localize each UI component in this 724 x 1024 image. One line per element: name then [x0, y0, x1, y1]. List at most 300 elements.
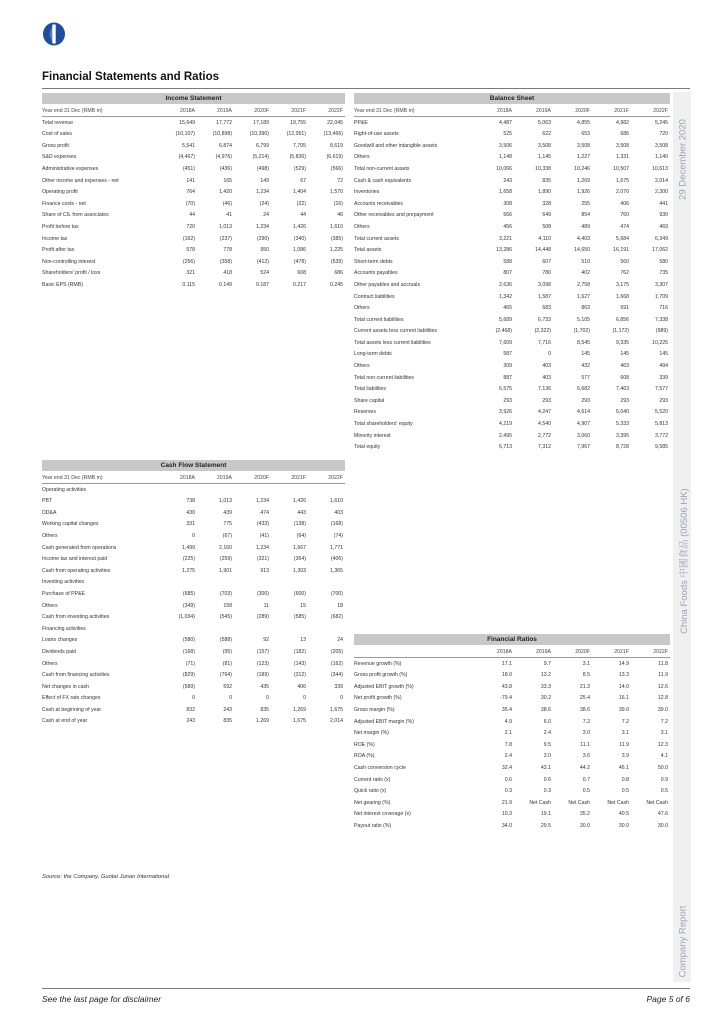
row-label: Other payables and accruals [354, 281, 421, 288]
row-value: 622 [542, 131, 551, 138]
row-value: 7,463 [616, 386, 629, 393]
row-value: 887 [503, 374, 512, 381]
table-row [354, 728, 670, 740]
oval-logo-icon [42, 22, 66, 46]
row-value: 418 [223, 270, 232, 277]
row-value: 6,575 [499, 386, 512, 393]
table-row [354, 373, 670, 385]
table-row [354, 176, 670, 188]
row-label: Right-of-use assets [354, 131, 399, 138]
row-value [197, 577, 234, 589]
row-value: 10,338 [535, 165, 551, 172]
row-value: 293 [581, 397, 590, 404]
row-label: Dividends paid [42, 648, 77, 655]
row-value: 11.9 [658, 672, 668, 679]
row-value: (340) [293, 235, 306, 242]
row-value: 1,013 [219, 223, 232, 230]
table-row [354, 775, 670, 787]
row-value: 9.5 [543, 741, 551, 748]
row-label: Financing activities [42, 625, 86, 632]
row-value: 7,312 [538, 444, 551, 451]
table-row [354, 164, 670, 176]
row-value: (290) [256, 235, 269, 242]
row-value: 489 [581, 223, 590, 230]
row-value [308, 577, 345, 589]
income-statement-title: Income Statement [42, 93, 345, 104]
row-value: (168) [330, 521, 343, 528]
table-row [42, 234, 345, 246]
row-label: Net gearing (%) [354, 799, 391, 806]
header-year-cell: 2021F [614, 649, 629, 655]
row-value: 16,191 [613, 247, 629, 254]
row-value: 1,610 [330, 498, 343, 505]
row-value: (539) [330, 258, 343, 265]
row-value: 43.1 [540, 764, 551, 771]
table-row [42, 624, 345, 636]
table-row [354, 786, 670, 798]
row-value: 443 [297, 509, 306, 516]
header-year-cell: 2019A [535, 649, 551, 655]
row-value: 13.3 [618, 672, 629, 679]
row-value: 578 [186, 247, 195, 254]
table-row [354, 705, 670, 717]
row-value: 3,395 [616, 432, 629, 439]
table-row [354, 740, 670, 752]
table-row [354, 670, 670, 682]
row-value [197, 485, 234, 497]
row-label: Operating activities [42, 486, 87, 493]
row-value: 8,728 [616, 444, 629, 451]
row-label: Effect of FX rate changes [42, 695, 101, 702]
row-value: 3,508 [655, 142, 668, 149]
row-value: 1,140 [655, 154, 668, 161]
row-value: 40.5 [618, 811, 629, 818]
row-value: 14.0 [618, 683, 629, 690]
row-value: 1,890 [538, 189, 551, 196]
row-value: 403 [334, 509, 343, 516]
row-label: Long-term debts [354, 351, 392, 358]
row-value: (16) [333, 200, 343, 207]
row-value: 525 [503, 131, 512, 138]
row-value: 8,619 [330, 142, 343, 149]
header-year-cell: 2020F [575, 649, 590, 655]
row-label: Total liabilities [354, 386, 387, 393]
row-value: Net Cash [568, 799, 590, 806]
row-value: Net Cash [529, 799, 551, 806]
table-header-row [354, 647, 670, 659]
row-value: (189) [256, 672, 269, 679]
row-value: 0.6 [504, 776, 512, 783]
table-row [42, 670, 345, 682]
row-label: Total current liabilities [354, 316, 404, 323]
row-label: Others [42, 602, 58, 609]
row-value: (182) [293, 648, 306, 655]
row-value: 38.6 [540, 706, 551, 713]
row-label: Cash from financing activities [42, 672, 110, 679]
row-value: 807 [503, 270, 512, 277]
table-row [42, 187, 345, 199]
row-value: 30.0 [618, 822, 629, 829]
row-value: 430 [186, 509, 195, 516]
row-value: 10,613 [652, 165, 668, 172]
side-date-label: 29 December 2020 [677, 119, 689, 200]
row-value: 1,587 [538, 293, 551, 300]
table-row [42, 566, 345, 578]
row-value: 9,585 [655, 444, 668, 451]
row-value: 4,487 [499, 119, 512, 126]
row-value: 165 [223, 177, 232, 184]
row-value: 32.4 [501, 764, 512, 771]
row-value: 19,755 [290, 119, 306, 126]
row-label: Accounts payables [354, 270, 398, 277]
row-value: 18 [337, 602, 343, 609]
cash-flow-title: Cash Flow Statement [42, 460, 345, 471]
row-value: (312) [293, 672, 306, 679]
row-label: ROE (%) [354, 741, 375, 748]
header-year-cell: 2020F [575, 108, 590, 114]
row-value: (13,466) [323, 131, 343, 138]
table-row [42, 496, 345, 508]
table-row [354, 693, 670, 705]
header-label-cell: Year end 31 Dec (RMB m) [354, 108, 415, 114]
table-row [354, 407, 670, 419]
row-value: 474 [620, 223, 629, 230]
table-row [42, 554, 345, 566]
row-value: 3,508 [577, 142, 590, 149]
table-row [42, 176, 345, 188]
row-label: Revenue growth (%) [354, 660, 402, 667]
balance-sheet-title: Balance Sheet [354, 93, 670, 104]
row-value: 16.1 [618, 695, 629, 702]
row-value: 439 [223, 509, 232, 516]
row-value: 0.149 [219, 281, 232, 288]
table-row [42, 601, 345, 613]
row-value: 2,758 [577, 281, 590, 288]
row-value: 92 [263, 637, 269, 644]
table-row [354, 798, 670, 810]
row-value: 835 [223, 718, 232, 725]
row-value: (412) [256, 258, 269, 265]
row-value: 1,086 [293, 247, 306, 254]
header-year-cell: 2018A [179, 108, 195, 114]
row-value: 10,507 [613, 165, 629, 172]
row-value: 44 [189, 212, 195, 219]
row-value: (478) [293, 258, 306, 265]
income-statement-table [42, 106, 345, 292]
row-label: Inventories [354, 189, 380, 196]
row-value: 0.6 [543, 776, 551, 783]
table-row [42, 268, 345, 280]
row-value: 243 [186, 718, 195, 725]
header-year-cell: 2020F [254, 475, 269, 481]
row-value: 47.6 [657, 811, 668, 818]
row-value: 3,221 [499, 235, 512, 242]
row-label: Operating profit [42, 189, 78, 196]
financial-ratios-title: Financial Ratios [354, 634, 670, 645]
row-label: Goodwill and other intangible assets [354, 142, 438, 149]
row-value: 11 [263, 602, 269, 609]
row-value: 1,426 [293, 498, 306, 505]
row-value: 2.4 [504, 753, 512, 760]
row-value: (1,172) [612, 328, 629, 335]
row-label: Adjusted EBIT margin (%) [354, 718, 414, 725]
row-value: 0 [266, 695, 269, 702]
row-label: Cash at end of year [42, 718, 88, 725]
row-label: Purchase of PP&E [42, 590, 85, 597]
table-row [354, 717, 670, 729]
row-value: 3.6 [582, 753, 590, 760]
row-value: (225) [182, 556, 195, 563]
row-value: 7.2 [582, 718, 590, 725]
row-value: 950 [260, 247, 269, 254]
row-label: Cash & cash equivalents [354, 177, 412, 184]
header-year-cell: 2021F [291, 475, 306, 481]
row-value: 293 [542, 397, 551, 404]
header-year-cell: 2019A [535, 108, 551, 114]
row-value: 11.8 [658, 660, 668, 667]
table-row [42, 257, 345, 269]
table-row [354, 349, 670, 361]
row-value: 3,506 [499, 142, 512, 149]
row-value: 0.245 [330, 281, 343, 288]
row-value: (22) [296, 200, 306, 207]
row-value: (162) [330, 660, 343, 667]
row-value: 1,420 [219, 189, 232, 196]
row-value: 3,175 [616, 281, 629, 288]
row-value: (436) [219, 165, 232, 172]
row-value: 255 [581, 200, 590, 207]
row-value: 6,799 [256, 142, 269, 149]
row-value: 1,926 [577, 189, 590, 196]
disclaimer-note: See the last page for disclaimer [42, 994, 162, 1004]
row-value: 10,225 [652, 339, 668, 346]
row-value: 0.7 [582, 776, 590, 783]
row-value: 5,689 [499, 316, 512, 323]
row-value: (5,836) [289, 154, 306, 161]
row-value: 12.3 [657, 741, 668, 748]
row-value: 1,234 [256, 223, 269, 230]
row-value: 7.8 [504, 741, 512, 748]
row-value: (67) [222, 532, 232, 539]
row-value: (5,214) [252, 154, 269, 161]
row-value: 39.0 [657, 706, 668, 713]
row-value: 21.9 [501, 799, 512, 806]
row-value: 14.9 [618, 660, 629, 667]
row-value: 474 [260, 509, 269, 516]
row-value: 141 [186, 177, 195, 184]
row-value: 0.9 [660, 776, 668, 783]
row-value: 9,335 [616, 339, 629, 346]
row-value: 7,967 [577, 444, 590, 451]
row-value [197, 624, 234, 636]
row-value: 10,066 [496, 165, 512, 172]
row-value: 0.217 [293, 281, 306, 288]
row-value: (349) [182, 602, 195, 609]
table-row [42, 612, 345, 624]
row-value: 13 [300, 637, 306, 644]
table-row [354, 315, 670, 327]
row-value: 2.4 [543, 730, 551, 737]
row-value: 465 [503, 305, 512, 312]
row-value: 1,675 [293, 718, 306, 725]
row-value: (123) [256, 660, 269, 667]
row-value: 4,247 [538, 409, 551, 416]
row-value: 6,713 [499, 444, 512, 451]
bottom-rule [42, 988, 690, 989]
row-value: 1,675 [616, 177, 629, 184]
row-value: 3,060 [577, 432, 590, 439]
table-row [354, 419, 670, 431]
row-label: Gross profit growth (%) [354, 672, 408, 679]
row-value: 432 [581, 363, 590, 370]
row-value: (4,467) [178, 154, 195, 161]
row-value: 1,570 [330, 189, 343, 196]
header-year-cell: 2019A [216, 108, 232, 114]
table-row [354, 141, 670, 153]
row-label: Total assets less current liabilities [354, 339, 431, 346]
table-row [42, 693, 345, 705]
row-value [160, 485, 197, 497]
row-value: 4,110 [538, 235, 551, 242]
table-row [354, 659, 670, 671]
row-value: 406 [297, 683, 306, 690]
row-value: 24 [263, 212, 269, 219]
row-value: (12,051) [286, 131, 306, 138]
table-row [354, 682, 670, 694]
row-value: 1,499 [182, 544, 195, 551]
table-row [354, 751, 670, 763]
row-value: (71) [185, 660, 195, 667]
row-value: 469 [659, 223, 668, 230]
row-value: 716 [659, 305, 668, 312]
row-value: 44.2 [579, 764, 590, 771]
row-value: 3,098 [538, 281, 551, 288]
row-value: 7,609 [499, 339, 512, 346]
row-value: 5,333 [616, 421, 629, 428]
row-label: ROA (%) [354, 753, 375, 760]
row-value: 406 [620, 200, 629, 207]
row-value: (205) [330, 648, 343, 655]
row-value: (143) [293, 660, 306, 667]
table-row [42, 682, 345, 694]
row-value: 835 [542, 177, 551, 184]
row-value: 580 [659, 258, 668, 265]
row-value: 402 [581, 270, 590, 277]
row-value: 2,300 [655, 189, 668, 196]
row-value: 686 [620, 131, 629, 138]
row-value: (1,034) [178, 614, 195, 621]
row-value: 1,303 [293, 567, 306, 574]
row-value: (989) [655, 328, 668, 335]
header-year-cell: 2021F [614, 108, 629, 114]
row-value: (764) [219, 672, 232, 679]
row-value: 30.2 [540, 695, 551, 702]
row-value: 1,404 [293, 189, 306, 196]
row-value: 17,062 [652, 247, 668, 254]
table-row [42, 716, 345, 728]
row-label: Profit after tax [42, 247, 75, 254]
row-value: 0 [548, 351, 551, 358]
row-value: (300) [256, 590, 269, 597]
row-label: S&D expenses [42, 154, 77, 161]
table-row [354, 396, 670, 408]
row-value: 524 [260, 270, 269, 277]
table-row [42, 589, 345, 601]
row-value: 2,160 [219, 544, 232, 551]
row-label: Net profit growth (%) [354, 695, 402, 702]
table-row [354, 431, 670, 443]
header-year-cell: 2022F [328, 108, 343, 114]
row-value: 5,684 [616, 235, 629, 242]
row-value: 7.2 [660, 718, 668, 725]
table-row [42, 222, 345, 234]
row-value: (406) [330, 556, 343, 563]
row-label: Others [354, 363, 370, 370]
table-row [354, 210, 670, 222]
row-value: (385) [330, 235, 343, 242]
row-label: Others [42, 532, 58, 539]
row-value: 3,508 [616, 142, 629, 149]
row-value: (829) [182, 672, 195, 679]
table-row [354, 809, 670, 821]
row-label: Current ratio (x) [354, 776, 391, 783]
row-value: 832 [186, 706, 195, 713]
row-label: Quick ratio (x) [354, 788, 387, 795]
row-label: Reserves [354, 409, 376, 416]
row-value: 30.0 [657, 822, 668, 829]
row-value: 3,926 [499, 409, 512, 416]
row-label: Net changes in cash [42, 683, 90, 690]
row-value: 4,855 [577, 119, 590, 126]
table-row [354, 338, 670, 350]
row-value: 4,403 [577, 235, 590, 242]
row-value: 2,495 [499, 432, 512, 439]
row-value: -79.4 [500, 695, 512, 702]
row-value: 0.3 [543, 788, 551, 795]
table-row [42, 141, 345, 153]
row-label: Current assets less current liabilities [354, 328, 438, 335]
row-label: Total equity [354, 444, 381, 451]
row-value: 649 [542, 212, 551, 219]
row-value: 1,234 [256, 498, 269, 505]
row-label: PBT [42, 498, 53, 505]
row-label: Others [354, 223, 370, 230]
row-value: 1,365 [330, 567, 343, 574]
table-row [354, 292, 670, 304]
row-value: 1,331 [616, 154, 629, 161]
row-value: 854 [581, 212, 590, 219]
table-row [354, 821, 670, 833]
row-value: 592 [223, 683, 232, 690]
table-row [42, 485, 345, 497]
row-value: 441 [659, 200, 668, 207]
row-value: (70) [185, 200, 195, 207]
row-value: 1,658 [499, 189, 512, 196]
header-year-cell: 2022F [328, 475, 343, 481]
row-value: (74) [333, 532, 343, 539]
row-label: Cash from investing activities [42, 614, 110, 621]
header-year-cell: 2018A [496, 108, 512, 114]
table-row [42, 508, 345, 520]
row-value: (95) [222, 648, 232, 655]
row-value: 149 [260, 177, 269, 184]
table-row [354, 199, 670, 211]
row-value: 760 [620, 212, 629, 219]
row-value: 14,650 [574, 247, 590, 254]
row-label: Income tax and interest paid [42, 556, 108, 563]
row-value: 10,246 [574, 165, 590, 172]
table-row [42, 577, 345, 589]
